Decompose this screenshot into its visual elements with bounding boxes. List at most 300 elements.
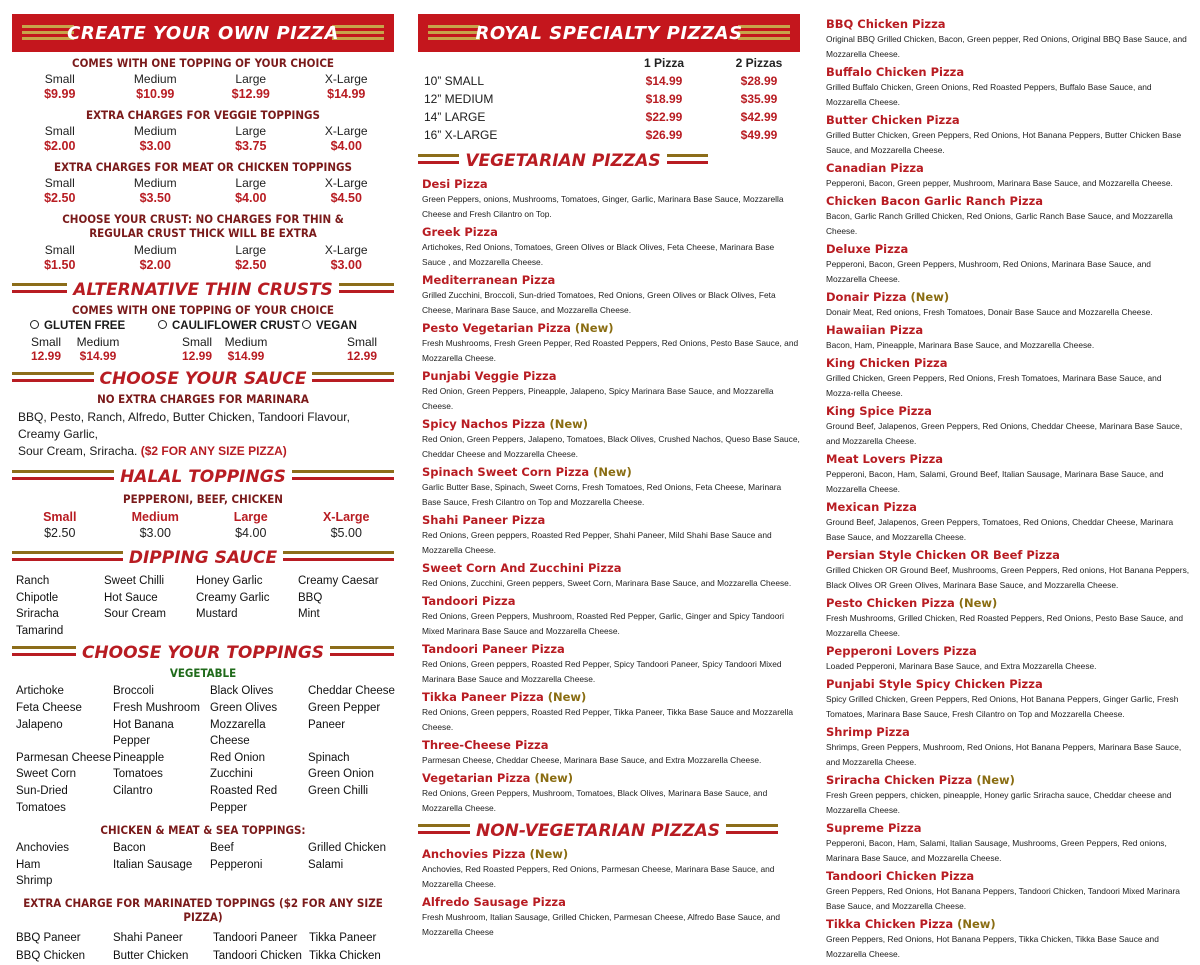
list-item: Salami — [308, 858, 344, 871]
size-label: Small — [30, 335, 61, 349]
menu-item-supreme-pizza — [826, 820, 1190, 866]
list-item: Tikka Chicken — [309, 949, 381, 962]
alt-crust-banner — [12, 277, 394, 303]
pizza-name — [422, 512, 800, 528]
pizza-name — [422, 846, 800, 862]
new-badge: (New) — [957, 917, 996, 931]
pizza-description: Red Onions, Green Peppers, Mushroom, Tomatoes, Black Olives, Marinara Base Sauce, and Mozzarella Cheese. — [422, 788, 768, 813]
table-row — [424, 126, 800, 144]
pizza-name-text: Punjabi Style Spicy Chicken Pizza — [826, 677, 1043, 691]
pizza-name — [422, 176, 800, 192]
list-item: Green Olives — [210, 701, 278, 714]
size-label: Small — [44, 72, 75, 86]
size-label: 14” LARGE — [424, 110, 486, 124]
price: $10.99 — [136, 87, 175, 101]
list-item: Green Chilli — [308, 784, 369, 797]
list-item: Tomatoes — [113, 768, 163, 781]
pizza-name — [422, 272, 800, 288]
pizza-name — [422, 641, 800, 657]
pizza-name-text: Mexican Pizza — [826, 500, 917, 514]
list-item: Shahi Paneer — [113, 931, 183, 944]
list-item: Green Pepper — [308, 701, 381, 714]
crust-subhead-a: CHOOSE YOUR CRUST: NO CHARGES FOR THIN & — [62, 212, 344, 226]
pizza-name-text: Greek Pizza — [422, 225, 498, 239]
size-label: Large — [235, 124, 267, 138]
list-item: Jalapeno — [16, 718, 63, 731]
new-badge: (New) — [574, 321, 614, 335]
list-item: Tikka Paneer — [309, 931, 377, 944]
column-header: 2 Pizzas — [735, 56, 783, 70]
pizza-name — [826, 643, 1190, 659]
list-item: Hot Banana Pepper — [113, 718, 174, 748]
pizza-description: Artichokes, Red Onions, Tomatoes, Green Olives or Black Olives, Feta Cheese, Marinara Base Sauce , and Mozzarella Cheese. — [422, 242, 775, 267]
pizza-description: Red Onions, Green peppers, Roasted Red Pepper, Shahi Paneer, Mild Shahi Base Sauce and Mozzarella Cheese. — [422, 530, 772, 555]
table-row — [424, 90, 800, 108]
list-item: Pineapple — [113, 751, 165, 764]
pizza-name — [826, 16, 1190, 32]
menu-item-anchovies-pizza — [422, 846, 800, 892]
pizza-description: Grilled Chicken, Green Peppers, Red Onions, Fresh Tomatoes, Marinara Base Sauce, and Mozza-rella Cheese. — [826, 373, 1162, 398]
size-label: Medium — [133, 176, 177, 190]
pizza-description: Red Onion, Green Peppers, Jalapeno, Tomatoes, Black Olives, Crushed Nachos, Queso Base Sauce, Cheddar Cheese and Mozzarella Cheese. — [422, 434, 800, 459]
sauce-list — [12, 409, 394, 460]
radio-icon — [30, 320, 39, 329]
new-badge: (New) — [910, 290, 950, 304]
pizza-name-text: Buffalo Chicken Pizza — [826, 65, 965, 79]
pizza-name-text: Pesto Vegetarian Pizza — [422, 321, 571, 335]
list-item: Feta Cheese — [16, 701, 82, 714]
price: $4.50 — [330, 191, 362, 205]
size-label: Large — [235, 243, 267, 257]
menu-item-tandoori-pizza — [422, 593, 800, 639]
dipping-list — [12, 573, 394, 639]
list-item: Artichoke — [16, 685, 64, 698]
price: $14.99 — [79, 349, 117, 363]
price: $2.00 — [139, 258, 171, 272]
halal-title: HALAL TOPPINGS — [114, 467, 292, 487]
price: $3.50 — [139, 191, 171, 205]
pizza-description: Pepperoni, Bacon, Ham, Salami, Ground Beef, Italian Sausage, Marinara Base Sauce, and Mozzarella Cheese. — [826, 469, 1164, 494]
pizza-name-text: BBQ Chicken Pizza — [826, 17, 946, 31]
price: $14.99 — [327, 87, 366, 101]
pizza-description: Bacon, Garlic Ranch Grilled Chicken, Red Onions, Garlic Ranch Base Sauce, and Mozzarella Cheese. — [826, 211, 1173, 236]
sauce-extra-charge: ($2 FOR ANY SIZE PIZZA) — [140, 444, 287, 458]
vegan-option[interactable] — [302, 320, 394, 332]
list-item: Sun-Dried Tomatoes — [16, 784, 68, 814]
pizza-name-text: Donair Pizza — [826, 290, 907, 304]
pizza-name — [826, 868, 1190, 884]
pizza-name — [422, 593, 800, 609]
pizza-description: Green Peppers, Red Onions, Hot Banana Peppers, Tikka Chicken, Tikka Base Sauce and Mozzarella Cheese. — [826, 934, 1159, 959]
size-label: 12” MEDIUM — [424, 92, 494, 106]
price: $42.99 — [740, 110, 778, 124]
pizza-name-text: Vegetarian Pizza — [422, 771, 531, 785]
size-label: Large — [235, 72, 267, 86]
menu-item-meat-lovers-pizza — [826, 451, 1190, 497]
base-price-grid — [12, 72, 394, 102]
pizza-description: Fresh Mushrooms, Grilled Chicken, Red Roasted Peppers, Red Onions, Pesto Base Sauce, and Mozzarella Cheese. — [826, 613, 1184, 638]
list-item: Zucchini — [210, 768, 253, 781]
pizza-name-text: Tikka Chicken Pizza — [826, 917, 954, 931]
price: $5.00 — [330, 526, 362, 540]
pizza-name-text: Punjabi Veggie Pizza — [422, 369, 557, 383]
menu-item-tikka-chicken-pizza — [826, 916, 1190, 962]
cauliflower-option[interactable] — [152, 320, 302, 332]
pizza-name — [826, 547, 1190, 563]
list-item: Tandoori Paneer — [213, 931, 298, 944]
menu-item-king-chicken-pizza — [826, 355, 1190, 401]
toppings-title: CHOOSE YOUR TOPPINGS — [76, 643, 330, 663]
menu-item-tikka-paneer-pizza — [422, 689, 800, 735]
price: $12.99 — [231, 87, 270, 101]
size-label: X-Large — [324, 124, 368, 138]
create-subhead-2: EXTRA CHARGES FOR VEGGIE TOPPINGS — [86, 108, 320, 122]
pizza-description: Parmesan Cheese, Cheddar Cheese, Marinara Base Sauce, and Extra Mozzarella Cheese. — [422, 755, 762, 765]
option-label: VEGAN — [316, 320, 357, 332]
list-item: Sour Cream — [104, 608, 166, 621]
marinated-subhead: EXTRA CHARGE FOR MARINATED TOPPINGS ($2 FOR ANY SIZE PIZZA) — [23, 895, 383, 924]
price: $2.00 — [44, 139, 76, 153]
pizza-name — [826, 241, 1190, 257]
list-item: Creamy Caesar — [298, 575, 379, 587]
crust-price-grid — [12, 243, 394, 273]
list-item: Chipotle — [16, 591, 59, 604]
menu-item-persian-style-chicken-or-beef-pizza — [826, 547, 1190, 593]
pizza-name — [826, 772, 1190, 788]
meat-toppings-list — [12, 840, 394, 890]
veg-toppings-list — [12, 683, 394, 816]
pizza-name — [422, 224, 800, 240]
pizza-name — [826, 160, 1190, 176]
pizza-name — [422, 689, 800, 705]
menu-item-vegetarian-pizza — [422, 770, 800, 816]
price: $22.99 — [645, 110, 683, 124]
pizza-name-text: Deluxe Pizza — [826, 242, 909, 256]
pizza-description: Grilled Zucchini, Broccoli, Sun-dried Tomatoes, Red Onions, Green Olives or Black Olives, Feta Cheese, Marinara Base Sauce, and Mozzarella Cheese. — [422, 290, 776, 315]
menu-item-pesto-vegetarian-pizza — [422, 320, 800, 366]
size-label: X-Large — [324, 243, 368, 257]
pizza-description: Shrimps, Green Peppers, Mushroom, Red Onions, Hot Banana Peppers, Marinara Base Sauce, and Mozzarella Cheese. — [826, 742, 1182, 767]
alt-crust-prices — [12, 335, 394, 363]
list-item: Paneer — [308, 718, 346, 731]
size-label: Medium — [133, 124, 177, 138]
column-left — [12, 14, 394, 965]
pizza-name-text: Shrimp Pizza — [826, 725, 910, 739]
menu-item-donair-pizza — [826, 289, 1190, 320]
pizza-name-text: Tandoori Chicken Pizza — [826, 869, 975, 883]
list-item: Mozzarella Cheese — [210, 718, 266, 748]
menu-item-butter-chicken-pizza — [826, 112, 1190, 158]
list-item: Mustard — [196, 608, 238, 621]
size-label: Small — [346, 335, 377, 349]
veg-pizzas-title: VEGETARIAN PIZZAS — [459, 151, 666, 171]
size-label: X-Large — [324, 176, 368, 190]
pizza-description: Bacon, Ham, Pineapple, Marinara Base Sauce, and Mozzarella Cheese. — [826, 340, 1095, 350]
price: $35.99 — [740, 92, 778, 106]
size-label: Small — [44, 176, 75, 190]
list-item: Honey Garlic — [196, 575, 263, 587]
veg-subhead: VEGETABLE — [169, 666, 237, 681]
pizza-description: Donair Meat, Red onions, Fresh Tomatoes, Donair Base Sauce and Mozzarella Cheese. — [826, 307, 1153, 317]
meat-price-grid — [12, 176, 394, 206]
menu-item-hawaiian-pizza — [826, 322, 1190, 353]
size-label: Medium — [131, 510, 179, 524]
halal-banner — [12, 464, 394, 490]
pizza-description: Grilled Chicken OR Ground Beef, Mushrooms, Green Peppers, Red onions, Hot Banana Peppers, Black Olives OR Green Olives, Marinara Base Sauce, and Mozzarella Cheese. — [826, 565, 1190, 590]
size-label: 16” X-LARGE — [424, 128, 498, 142]
pizza-description: Grilled Buffalo Chicken, Green Onions, Red Roasted Peppers, Buffalo Base Sauce, and Mozzarella Cheese. — [826, 82, 1152, 107]
menu-item-desi-pizza — [422, 176, 800, 222]
menu-item-three-cheese-pizza — [422, 737, 800, 768]
sauce-line — [18, 443, 394, 460]
size-label: Medium — [224, 335, 268, 349]
pizza-name-text: Mediterranean Pizza — [422, 273, 556, 287]
nonveg-pizzas-title: NON-VEGETARIAN PIZZAS — [470, 821, 726, 841]
pizza-name-text: Pesto Chicken Pizza — [826, 596, 955, 610]
price: $3.75 — [235, 139, 267, 153]
pizza-description: Ground Beef, Jalapenos, Green Peppers, Red Onions, Cheddar Cheese, Marinara Base Sauce, and Mozzarella Cheese. — [826, 421, 1183, 446]
list-item: Sweet Corn — [16, 768, 77, 781]
pizza-name-text: Sweet Corn And Zucchini Pizza — [422, 561, 622, 575]
pizza-name — [826, 916, 1190, 932]
list-item: Red Onion — [210, 751, 265, 764]
pizza-name — [422, 320, 800, 336]
new-badge: (New) — [593, 465, 632, 479]
new-badge: (New) — [547, 690, 587, 704]
pizza-description: Fresh Green peppers, chicken, pineapple, Honey garlic Sriracha sauce, Cheddar cheese and Mozzarella Cheese. — [826, 790, 1172, 815]
pizza-name — [422, 894, 800, 910]
list-item: BBQ Paneer — [16, 931, 81, 944]
price: $2.50 — [235, 258, 267, 272]
pizza-description: Red Onions, Green peppers, Roasted Red Pepper, Tikka Paneer, Tikka Base Sauce and Mozzarella Cheese. — [422, 707, 794, 732]
halal-price-grid — [12, 509, 394, 542]
pizza-name-text: Supreme Pizza — [826, 821, 922, 835]
sauce-line: BBQ, Pesto, Ranch, Alfredo, Butter Chicken, Tandoori Flavour, Creamy Garlic, — [18, 410, 350, 441]
list-item: Broccoli — [113, 685, 154, 698]
royal-banner — [418, 14, 800, 52]
list-item: Bacon — [113, 842, 146, 855]
table-row — [424, 72, 800, 90]
size-label: Small — [44, 243, 75, 257]
create-pizza-banner — [12, 14, 394, 52]
option-label: CAULIFLOWER CRUST — [172, 320, 300, 332]
new-badge: (New) — [976, 773, 1015, 787]
pizza-name-text: Tandoori Pizza — [422, 594, 516, 608]
pizza-name — [826, 499, 1190, 515]
size-label: X-Large — [322, 510, 370, 524]
pizza-description: Pepperoni, Bacon, Ham, Salami, Italian Sausage, Mushrooms, Green Peppers, Red onions, Marinara Base Sauce, and Mozzarella Cheese. — [826, 838, 1167, 863]
size-label: Small — [182, 335, 213, 349]
pizza-description: Green Peppers, Red Onions, Hot Banana Peppers, Tandoori Chicken, Tandoori Mixed Marinara Base Sauce, and Mozzarella Cheese. — [826, 886, 1180, 911]
pizza-name — [422, 416, 800, 432]
price: $4.00 — [235, 526, 267, 540]
pizza-name — [826, 322, 1190, 338]
menu-item-shrimp-pizza — [826, 724, 1190, 770]
pizza-description: Pepperoni, Bacon, Green pepper, Mushroom, Marinara Base Sauce, and Mozzarella Cheese. — [826, 178, 1173, 188]
menu-item-mediterranean-pizza — [422, 272, 800, 318]
list-item: Anchovies — [16, 842, 70, 855]
size-label: Large — [235, 176, 267, 190]
list-item: Hot Sauce — [104, 591, 158, 604]
menu-item-mexican-pizza — [826, 499, 1190, 545]
dipping-banner — [12, 545, 394, 571]
pizza-description: Pepperoni, Bacon, Green Peppers, Mushroom, Red Onions, Marinara Base Sauce, and Mozzarella Cheese. — [826, 259, 1151, 284]
price: 12.99 — [182, 349, 213, 363]
royal-title: ROYAL SPECIALTY PIZZAS — [475, 22, 743, 44]
list-item: Tandoori Chicken — [213, 949, 302, 962]
price: $14.99 — [645, 74, 683, 88]
pizza-name — [422, 368, 800, 384]
price: $4.00 — [330, 139, 362, 153]
sauce-banner — [12, 366, 394, 392]
pizza-description: Loaded Pepperoni, Marinara Base Sauce, and Extra Mozzarella Cheese. — [826, 661, 1097, 671]
option-label: GLUTEN FREE — [44, 320, 126, 332]
price: $3.00 — [139, 139, 171, 153]
pizza-name-text: Canadian Pizza — [826, 161, 924, 175]
create-subhead-3: EXTRA CHARGES FOR MEAT OR CHICKEN TOPPINGS — [54, 160, 352, 174]
column-middle — [418, 14, 800, 942]
pizza-name — [422, 464, 800, 480]
radio-icon — [158, 320, 167, 329]
list-item: BBQ Chicken — [16, 949, 86, 962]
pizza-description: Grilled Butter Chicken, Green Peppers, Red Onions, Hot Banana Peppers, Butter Chicken Base Sauce, and Mozzarella Cheese. — [826, 130, 1182, 155]
list-item: Pepperoni — [210, 858, 263, 871]
size-label: X-Large — [324, 72, 368, 86]
pizza-name-text: Spicy Nachos Pizza — [422, 417, 546, 431]
alt-crust-title: ALTERNATIVE THIN CRUSTS — [67, 280, 339, 300]
menu-item-sriracha-chicken-pizza — [826, 772, 1190, 818]
menu-item-punjabi-veggie-pizza — [422, 368, 800, 414]
new-badge: (New) — [534, 771, 574, 785]
list-item: Spinach — [308, 751, 350, 764]
list-item: Creamy Garlic — [196, 591, 270, 604]
royal-price-table — [418, 54, 800, 144]
pizza-description: Red Onions, Green peppers, Roasted Red Pepper, Spicy Tandoori Paneer, Spicy Tandoori Mixed Marinara Base Sauce and Mozzarella Cheese. — [422, 659, 782, 684]
menu-item-alfredo-sausage-pizza — [422, 894, 800, 940]
list-item: Italian Sausage — [113, 858, 193, 871]
pizza-description: Anchovies, Red Roasted Peppers, Red Onions, Parmesan Cheese, Marinara Base Sauce, and Mozzarella Cheese. — [422, 864, 775, 889]
pizza-name-text: Alfredo Sausage Pizza — [422, 895, 566, 909]
list-item: Ham — [16, 858, 41, 871]
pizza-name-text: Butter Chicken Pizza — [826, 113, 960, 127]
list-item: Black Olives — [210, 685, 274, 698]
pizza-description: Red Onion, Green Peppers, Pineapple, Jalapeno, Spicy Marinara Base Sauce, and Mozzarella Cheese. — [422, 386, 774, 411]
pizza-name — [826, 64, 1190, 80]
pizza-description: Spicy Grilled Chicken, Green Peppers, Red Onions, Hot Banana Peppers, Ginger Garlic, Fresh Tomatoes, Marinara Base Sauce, Fresh Cilantro on Top and Mozzarella Cheese. — [826, 694, 1179, 719]
list-item: Shrimp — [16, 875, 53, 888]
size-label: Medium — [133, 243, 177, 257]
pizza-name — [422, 560, 800, 576]
price: $3.00 — [139, 526, 171, 540]
list-item: Beef — [210, 842, 234, 855]
marinated-toppings-list — [12, 929, 394, 965]
menu-item-buffalo-chicken-pizza — [826, 64, 1190, 110]
list-item: Grilled Chicken — [308, 842, 386, 855]
new-badge: (New) — [549, 417, 588, 431]
size-label: Medium — [76, 335, 120, 349]
list-item: Mint — [298, 608, 320, 621]
pizza-name-text: Tandoori Paneer Pizza — [422, 642, 565, 656]
list-item: BBQ — [298, 591, 323, 604]
column-right — [826, 16, 1190, 964]
menu-item-spinach-sweet-corn-pizza — [422, 464, 800, 510]
veg-pizza-list — [418, 176, 800, 816]
create-subhead-1: COMES WITH ONE TOPPING OF YOUR CHOICE — [72, 56, 334, 70]
size-label: Small — [44, 124, 75, 138]
menu-item-spicy-nachos-pizza — [422, 416, 800, 462]
pizza-description: Ground Beef, Jalapenos, Green Peppers, Tomatoes, Red Onions, Cheddar Cheese, Marinara Base Sauce, and Mozzarella Cheese. — [826, 517, 1174, 542]
list-item: Tamarind — [16, 624, 64, 637]
size-label: Small — [43, 510, 77, 524]
pizza-description: Original BBQ Grilled Chicken, Bacon, Green pepper, Red Onions, Original BBQ Base Sauce, and Mozzarella Cheese. — [826, 34, 1187, 59]
banner-stripes-icon — [738, 25, 790, 41]
pizza-name — [826, 355, 1190, 371]
price: 12.99 — [30, 349, 62, 363]
price: $49.99 — [740, 128, 778, 142]
pizza-name-text: Three-Cheese Pizza — [422, 738, 549, 752]
pizza-name — [826, 193, 1190, 209]
list-item: Cheddar Cheese — [308, 685, 395, 698]
price: $2.50 — [44, 191, 76, 205]
pizza-name-text: King Spice Pizza — [826, 404, 932, 418]
crust-subhead-b: REGULAR CRUST THICK WILL BE EXTRA — [89, 226, 317, 240]
new-badge: (New) — [958, 596, 998, 610]
create-pizza-title: CREATE YOUR OWN PIZZA — [67, 22, 339, 44]
list-item: Parmesan Cheese — [16, 751, 112, 764]
pizza-name — [826, 724, 1190, 740]
list-item: Roasted Red Pepper — [210, 784, 278, 814]
menu-item-pesto-chicken-pizza — [826, 595, 1190, 641]
pizza-name — [826, 112, 1190, 128]
menu-item-king-spice-pizza — [826, 403, 1190, 449]
price: $28.99 — [740, 74, 778, 88]
pizza-name-text: Anchovies Pizza — [422, 847, 526, 861]
new-badge: (New) — [529, 847, 569, 861]
price: $9.99 — [44, 87, 76, 101]
pizza-description: Fresh Mushroom, Italian Sausage, Grilled Chicken, Parmesan Cheese, Alfredo Base Sauce, and Mozzarella Cheese — [422, 912, 780, 937]
list-item: Sriracha — [16, 608, 59, 621]
pizza-description: Red Onions, Zucchini, Green peppers, Sweet Corn, Marinara Base Sauce, and Mozzarella Cheese. — [422, 578, 792, 588]
sauce-line-text: Sour Cream, Sriracha. — [18, 444, 141, 458]
toppings-banner — [12, 640, 394, 666]
menu-item-sweet-corn-and-zucchini-pizza — [422, 560, 800, 591]
pizza-name — [826, 289, 1190, 305]
alt-crust-options — [12, 320, 394, 332]
price: $26.99 — [645, 128, 683, 142]
table-row — [424, 108, 800, 126]
alt-subhead: COMES WITH ONE TOPPING OF YOUR CHOICE — [72, 303, 334, 317]
gluten-free-option[interactable] — [12, 320, 152, 332]
pizza-description: Green Peppers, onions, Mushrooms, Tomatoes, Ginger, Garlic, Marinara Base Sauce, Mozzarella Cheese and Fresh Cilantro on Top. — [422, 194, 784, 219]
pizza-name — [826, 403, 1190, 419]
list-item: Ranch — [16, 575, 50, 587]
menu-item-pepperoni-lovers-pizza — [826, 643, 1190, 674]
pizza-name-text: Pepperoni Lovers Pizza — [826, 644, 977, 658]
radio-icon — [302, 320, 311, 329]
price: $18.99 — [645, 92, 683, 106]
veggie-price-grid — [12, 124, 394, 154]
dipping-title: DIPPING SAUCE — [123, 548, 283, 568]
pizza-name — [826, 820, 1190, 836]
nonveg-pizzas-banner — [418, 818, 778, 844]
size-label: 10” SMALL — [424, 74, 485, 88]
pizza-name — [826, 676, 1190, 692]
nonveg-pizza-list — [418, 846, 800, 940]
pizza-name-text: Chicken Bacon Garlic Ranch Pizza — [826, 194, 1044, 208]
list-item: Sweet Chilli — [104, 575, 165, 587]
pizza-name-text: Spinach Sweet Corn Pizza — [422, 465, 590, 479]
price: $3.00 — [330, 258, 362, 272]
